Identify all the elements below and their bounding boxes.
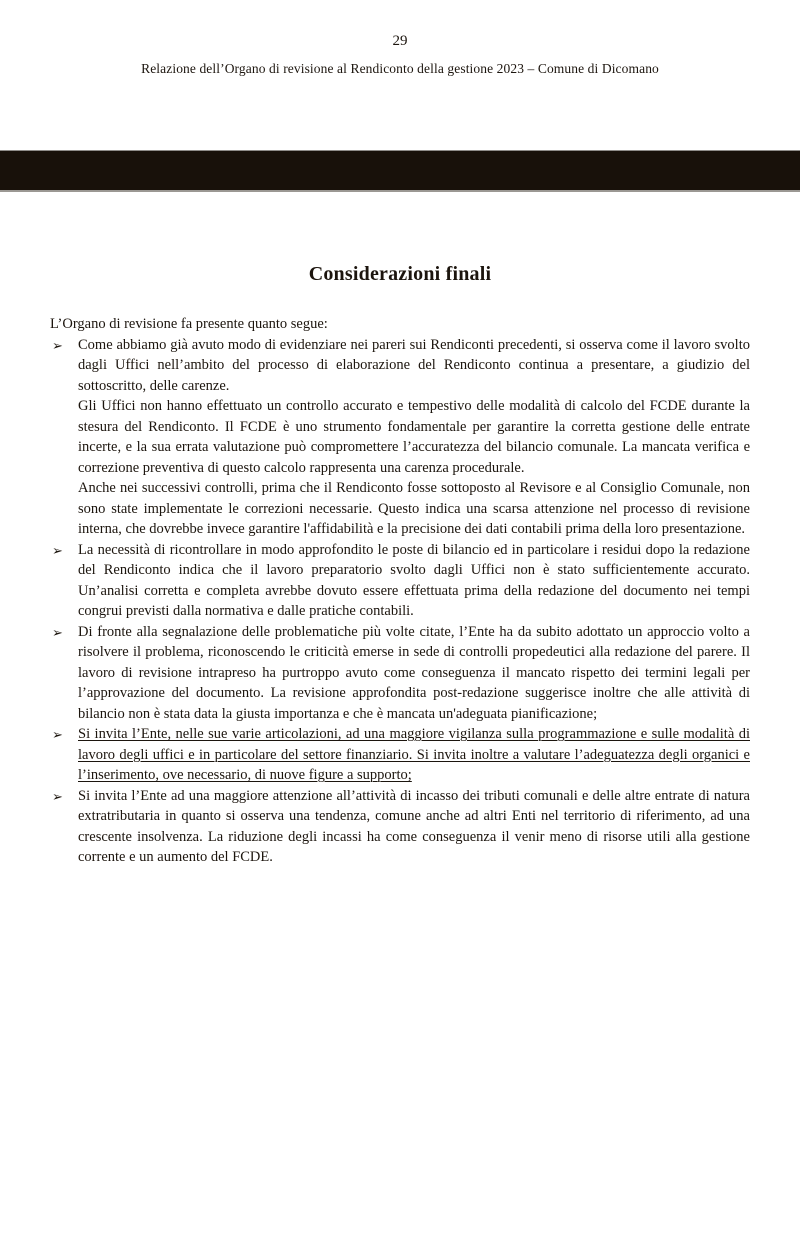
list-item-paragraph: La necessità di ricontrollare in modo approfondito le poste di bilancio ed in particolare i residui dopo la redazione del Rendiconto indica che il lavoro preparatorio svolto dagli Uffici non è stato sufficientemente accurato. Un’analisi corretta e completa avrebbe dovuto essere effettuata prima della redazione del documento nei tempi congrui previsti dalla normativa e dalle pratiche contabili. <box>78 541 750 619</box>
document-header: Relazione dell’Organo di revisione al Rendiconto della gestione 2023 – Comune di Dicomano <box>141 61 659 76</box>
page-content <box>50 263 750 868</box>
list-item-paragraph: Gli Uffici non hanno effettuato un controllo accurato e tempestivo delle modalità di calcolo del FCDE durante la stesura del Rendiconto. Il FCDE è uno strumento fondamentale per garantire la corretta gestione delle entrate incerte, e la sua errata valutazione può compromettere l’accuratezza del bilancio comunale. La mancata verifica e correzione preventiva di questo calcolo rappresenta una carenza procedurale. <box>78 398 750 476</box>
arrowhead-bullet-icon: ➢ <box>52 624 63 640</box>
list-item-paragraph: Si invita l’Ente ad una maggiore attenzione all’attività di incasso dei tributi comunali e delle altre entrate di natura extratributaria in quanto si osserva una tendenza, comune anche ad altri Enti nel territorio di riferimento, ad una crescente insolvenza. La riduzione degli incassi ha come conseguenza il venir meno di risorse utili alla gestione corrente e un aumento del FCDE. <box>78 787 750 865</box>
list-item <box>50 622 750 725</box>
arrowhead-bullet-icon: ➢ <box>52 727 63 742</box>
black-divider-banner <box>0 150 800 192</box>
section-title: Considerazioni finali <box>308 263 492 285</box>
page-number: 29 <box>392 33 408 49</box>
list-item-underlined <box>50 724 750 786</box>
arrowhead-bullet-icon: ➢ <box>52 337 63 353</box>
list-item-paragraph: Anche nei successivi controlli, prima che il Rendiconto fosse sottoposto al Revisore e al Consiglio Comunale, non sono state implementate le correzioni necessarie. Questo indica una scarsa attenzione nel processo di revisione interna, che dovrebbe invece garantire l'affidabilità e la precisione dei dati contabili prima della loro presentazione. <box>78 480 750 537</box>
arrowhead-bullet-icon: ➢ <box>52 788 63 804</box>
list-item <box>50 540 750 622</box>
intro-line: L’Organo di revisione fa presente quanto segue: <box>50 316 328 332</box>
list-item-paragraph: Di fronte alla segnalazione delle problematiche più volte citate, l’Ente ha da subito adottato un approccio volto a risolvere il problema, riconoscendo le criticità emerse in sede di controlli propedeutici alla redazione del parere. Il lavoro di revisione intrapreso ha purtroppo avuto come conseguenza il mancato rispetto dei termini legali per l’approvazione del documento. La revisione approfondita post-redazione suggerisce inoltre che alle attività di bilancio non è stata data la giusta importanza e che è mancata un'adeguata pianificazione; <box>78 623 750 722</box>
list-item-paragraph: Come abbiamo già avuto modo di evidenziare nei pareri sui Rendiconti precedenti, si osserva come il lavoro svolto dagli Uffici nell’ambito del processo di elaborazione del Rendiconto continua a presentare, a giudizio del sottoscritto, delle carenze. <box>78 336 750 394</box>
arrowhead-bullet-icon: ➢ <box>52 542 63 558</box>
bullet-list <box>50 335 750 868</box>
list-item <box>50 786 750 868</box>
list-item <box>50 335 750 540</box>
list-item-paragraph: Si invita l’Ente, nelle sue varie articolazioni, ad una maggiore vigilanza sulla programmazione e sulle modalità di lavoro degli uffici e in particolare del settore finanziario. Si invita inoltre a valutare l’adeguatezza degli organici e l’inserimento, ove necessario, di nuove figure a supporto; <box>78 726 750 783</box>
